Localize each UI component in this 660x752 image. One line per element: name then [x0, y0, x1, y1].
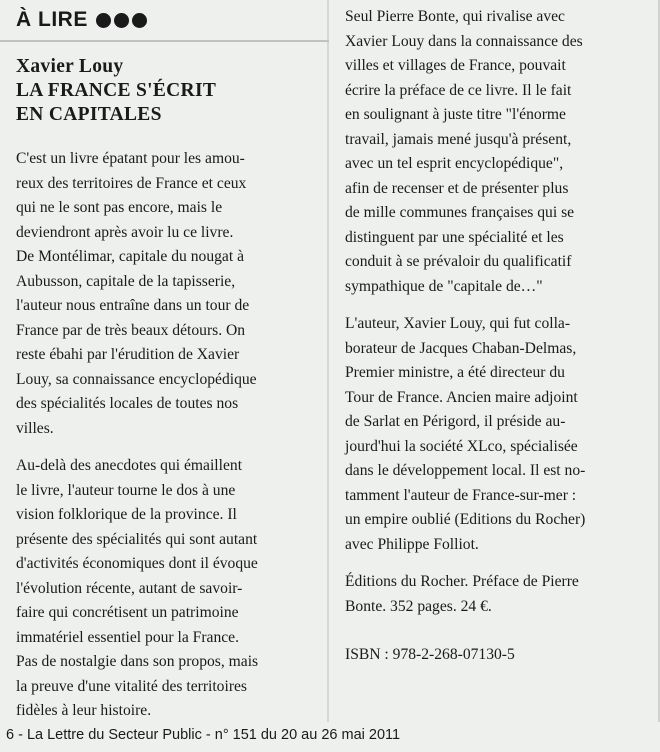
text-line: reste ébahi par l'érudition de Xavier: [16, 346, 240, 363]
article-headline: [16, 55, 316, 127]
text-line: avec un tel esprit encyclopédique",: [345, 155, 564, 172]
paragraph-intro: [16, 147, 316, 441]
text-line: Louy, sa connaissance encyclopédique: [16, 370, 257, 388]
text-line: villes.: [16, 419, 54, 437]
text-line: reux des territoires de France et ceux: [16, 174, 247, 192]
text-line: de Sarlat en Périgord, il préside au-: [345, 413, 566, 430]
dot-icon: [96, 13, 111, 28]
text-line: l'auteur nous entraîne dans un tour de: [16, 297, 250, 314]
text-line: sympathique de "capitale de…": [345, 277, 543, 295]
title-line: LA FRANCE S'ÉCRIT: [16, 80, 217, 101]
text-line: la preuve d'une vitalité des territoires: [16, 677, 247, 695]
text-line: qui ne le sont pas encore, mais le: [16, 199, 223, 216]
dot-icon: [132, 13, 147, 28]
text-line: tamment l'auteur de France-sur-mer :: [345, 486, 577, 504]
text-line: faire qui concrétisent un patrimoine: [16, 604, 239, 621]
text-line: Premier ministre, a été directeur du: [345, 364, 565, 381]
text-line: jourd'hui la société XLco, spécialisée: [345, 437, 578, 455]
isbn-line: ISBN : 978-2-268-07130-5: [345, 646, 515, 663]
text-line: deviendront après avoir lu ce livre.: [16, 223, 234, 241]
text-line: des spécialités locales de toutes nos: [16, 395, 239, 412]
text-line: Éditions du Rocher. Préface de Pierre: [345, 573, 579, 590]
text-line: vision folklorique de la province. Il: [16, 506, 237, 523]
text-line: l'évolution récente, autant de savoir-: [16, 579, 243, 597]
rubric-dots-icon: [96, 13, 147, 28]
text-line: afin de recenser et de présenter plus: [345, 179, 569, 197]
text-line: villes et villages de France, pouvait: [345, 57, 566, 74]
text-line: Tour de France. Ancien maire adjoint: [345, 388, 578, 406]
text-line: C'est un livre épatant pour les amou-: [16, 150, 245, 167]
text-line: L'auteur, Xavier Louy, qui fut colla-: [345, 315, 571, 332]
paragraph-author-bio: [345, 312, 645, 557]
right-column: [331, 0, 660, 722]
text-line: borateur de Jacques Chaban-Delmas,: [345, 339, 577, 357]
text-line: écrire la préface de ce livre. Il le fait: [345, 81, 572, 99]
rubric-divider: [0, 40, 329, 42]
text-line: Aubusson, capitale de la tapisserie,: [16, 272, 236, 290]
text-line: Seul Pierre Bonte, qui rivalise avec: [345, 8, 565, 25]
title-line: EN CAPITALES: [16, 104, 162, 125]
text-line: fidèles à leur histoire.: [16, 702, 152, 719]
text-line: Xavier Louy dans la connaissance des: [345, 32, 583, 50]
text-line: De Montélimar, capitale du nougat à: [16, 248, 245, 265]
text-line: distinguent par une spécialité et les: [345, 228, 564, 246]
text-line: un empire oublié (Editions du Rocher): [345, 511, 586, 528]
page-footer: 6 - La Lettre du Secteur Public - n° 151 du 20 au 26 mai 2011: [6, 727, 401, 743]
left-column: [0, 0, 329, 722]
text-line: Pas de nostalgie dans son propos, mais: [16, 653, 259, 670]
text-line: Bonte. 352 pages. 24 €.: [345, 597, 492, 615]
text-line: travail, jamais mené jusqu'à présent,: [345, 130, 572, 148]
text-line: dans le développement local. Il est no-: [345, 462, 586, 479]
text-line: d'activités économiques dont il évoque: [16, 555, 258, 572]
text-line: immatériel essentiel pour la France.: [16, 628, 239, 646]
text-line: présente des spécialités qui sont autant: [16, 530, 258, 548]
text-line: de mille communes françaises qui se: [345, 204, 575, 221]
text-line: Au-delà des anecdotes qui émaillent: [16, 457, 243, 474]
isbn: [345, 643, 645, 668]
text-line: conduit à se prévaloir du qualificatif: [345, 253, 572, 270]
author-name: Xavier Louy: [16, 56, 124, 77]
text-line: France par de très beaux détours. On: [16, 321, 246, 339]
publisher-info: [345, 570, 645, 619]
dot-icon: [114, 13, 129, 28]
text-line: en soulignant à juste titre "l'énorme: [345, 106, 566, 123]
rubric-label: À LIRE: [16, 8, 88, 31]
rubric-header: [16, 8, 147, 32]
text-line: le livre, l'auteur tourne le dos à une: [16, 481, 236, 499]
paragraph-folklore: [16, 454, 316, 724]
text-line: avec Philippe Folliot.: [345, 535, 479, 553]
paragraph-preface: [345, 5, 645, 299]
